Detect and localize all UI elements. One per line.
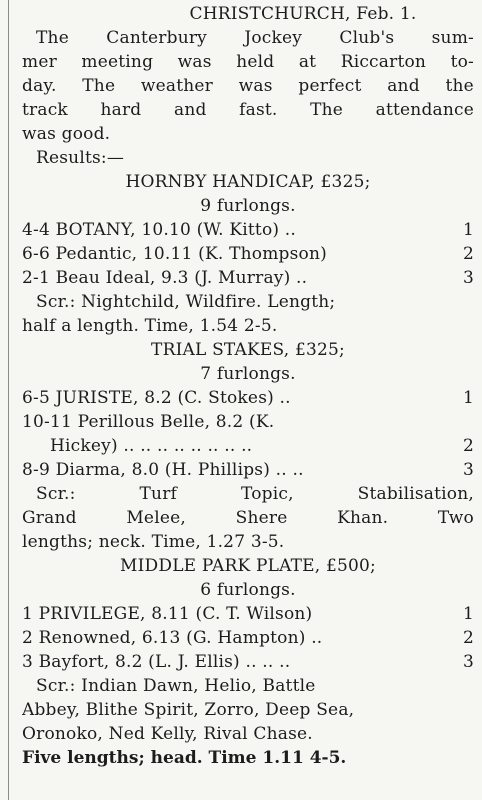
- word: The: [310, 100, 344, 120]
- intro-line: [22, 50, 474, 74]
- runner-place: 2: [462, 628, 474, 648]
- word: Jockey: [244, 28, 303, 48]
- word: perfect: [298, 76, 362, 96]
- race-note: Oronoko, Ned Kelly, Rival Chase.: [22, 724, 313, 744]
- runner-text: 2-1 Beau Ideal, 9.3 (J. Murray) ..: [22, 268, 308, 288]
- word: The: [82, 76, 116, 96]
- word: hard: [100, 100, 142, 120]
- word: sum-: [431, 28, 474, 48]
- runner-row: [22, 626, 474, 650]
- runner-place: 3: [462, 652, 474, 672]
- intro-line: was good.: [22, 124, 111, 144]
- runner-place: 3: [462, 460, 474, 480]
- runner-row: [22, 434, 474, 458]
- word: The: [36, 28, 69, 48]
- runner-row: [22, 602, 474, 626]
- word: attendance: [375, 100, 474, 120]
- runner-row: [22, 458, 474, 482]
- word: Stabilisation,: [357, 484, 474, 504]
- word: weather: [140, 76, 213, 96]
- race-title: TRIAL STAKES, £325;: [151, 340, 345, 360]
- runner-place: 1: [462, 220, 474, 240]
- intro-line: [22, 26, 474, 50]
- results-label: Results:—: [36, 148, 125, 168]
- runner-text: 10-11 Perillous Belle, 8.2 (K.: [22, 412, 275, 432]
- intro-line: [22, 98, 474, 122]
- word: Club's: [339, 28, 395, 48]
- race-note: Scr.: Nightchild, Wildfire. Length;: [36, 292, 336, 312]
- runner-text: 2 Renowned, 6.13 (G. Hampton) ..: [22, 628, 323, 648]
- word: Riccarton: [340, 52, 427, 72]
- word: was: [238, 76, 273, 96]
- runner-row: [22, 410, 474, 434]
- runner-text: 4-4 BOTANY, 10.10 (W. Kitto) ..: [22, 220, 297, 240]
- race-note: half a length. Time, 1.54 2-5.: [22, 316, 278, 336]
- word: to-: [450, 52, 474, 72]
- race-title: HORNBY HANDICAP, £325;: [125, 172, 371, 192]
- dateline: CHRISTCHURCH, Feb. 1.: [189, 4, 417, 24]
- race-note: lengths; neck. Time, 1.27 3-5.: [22, 532, 285, 552]
- runner-row: [22, 650, 474, 674]
- runner-text: 6-6 Pedantic, 10.11 (K. Thompson): [22, 244, 327, 264]
- word: Shere: [235, 508, 288, 528]
- word: Topic,: [240, 484, 294, 504]
- word: at: [298, 52, 317, 72]
- word: Scr.:: [36, 484, 76, 504]
- word: Melee,: [126, 508, 186, 528]
- race-note: Abbey, Blithe Spirit, Zorro, Deep Sea,: [22, 700, 355, 720]
- runner-text: 8-9 Diarma, 8.0 (H. Phillips) .. ..: [22, 460, 304, 480]
- race-distance: 6 furlongs.: [200, 580, 296, 600]
- runner-place: 2: [462, 436, 474, 456]
- word: was: [177, 52, 212, 72]
- word: meeting: [81, 52, 154, 72]
- runner-place: 1: [462, 388, 474, 408]
- runner-text: 3 Bayfort, 8.2 (L. J. Ellis) .. .. ..: [22, 652, 291, 672]
- word: and: [387, 76, 420, 96]
- word: day.: [22, 76, 57, 96]
- word: Khan.: [337, 508, 389, 528]
- word: and: [173, 100, 207, 120]
- runner-place: 3: [462, 268, 474, 288]
- runner-row: [22, 242, 474, 266]
- word: Two: [437, 508, 474, 528]
- runner-row: [22, 218, 474, 242]
- runner-place: [458, 410, 474, 434]
- word: held: [236, 52, 275, 72]
- runner-text: 1 PRIVILEGE, 8.11 (C. T. Wilson): [22, 604, 313, 624]
- word: the: [445, 76, 474, 96]
- word: fast.: [239, 100, 278, 120]
- runner-row: [22, 266, 474, 290]
- race-note: [22, 482, 474, 506]
- word: Grand: [22, 508, 77, 528]
- race-note: [22, 506, 474, 530]
- runner-text: 6-5 JURISTE, 8.2 (C. Stokes) ..: [22, 388, 291, 408]
- runner-place: 2: [462, 244, 474, 264]
- word: mer: [22, 52, 57, 72]
- race-note: Scr.: Indian Dawn, Helio, Battle: [36, 676, 316, 696]
- runner-place: 1: [462, 604, 474, 624]
- race-distance: 7 furlongs.: [200, 364, 296, 384]
- race-title: MIDDLE PARK PLATE, £500;: [120, 556, 376, 576]
- word: track: [22, 100, 68, 120]
- runner-text: Hickey) .. .. .. .. .. .. .. ..: [50, 436, 253, 456]
- word: Turf: [139, 484, 178, 504]
- intro-line: [22, 74, 474, 98]
- race-distance: 9 furlongs.: [200, 196, 296, 216]
- word: Canterbury: [106, 28, 207, 48]
- race-note: Five lengths; head. Time 1.11 4-5.: [22, 748, 347, 768]
- runner-row: [22, 386, 474, 410]
